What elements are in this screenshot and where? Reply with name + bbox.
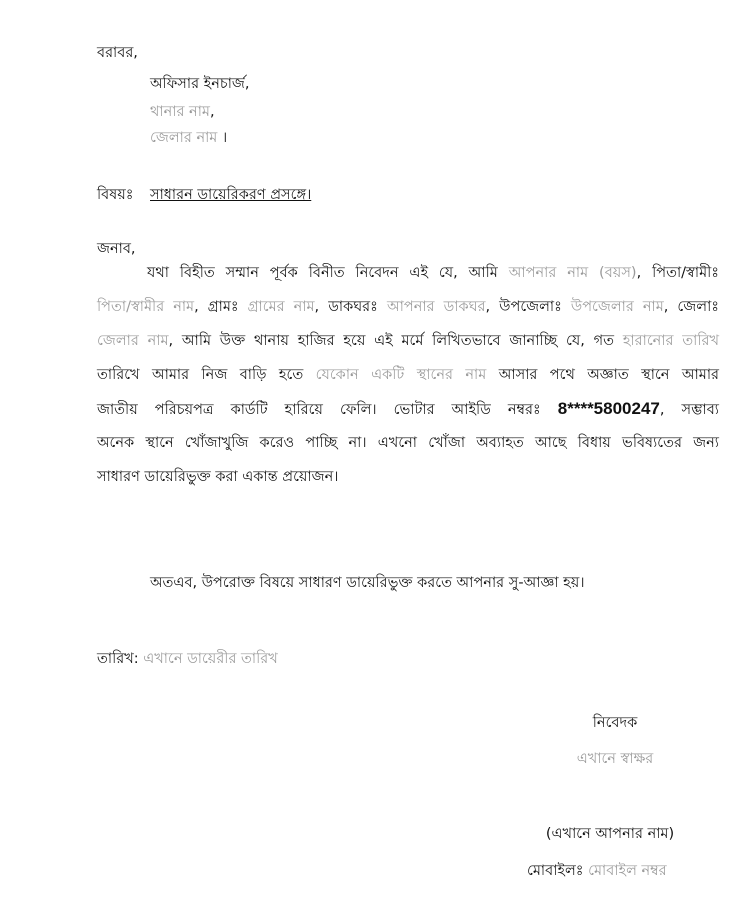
signature-placeholder: এখানে স্বাক্ষর bbox=[576, 751, 654, 767]
signature-title: নিবেদক bbox=[592, 715, 638, 731]
name-age-placeholder: আপনার নাম (বয়স) bbox=[508, 265, 637, 281]
police-station-placeholder: থানার নাম bbox=[150, 104, 210, 120]
upazila-placeholder: উপজেলার নাম bbox=[570, 299, 664, 315]
body-line-1 bbox=[97, 256, 719, 290]
body-text: , গ্রামঃ bbox=[194, 299, 239, 315]
body-paragraph bbox=[97, 256, 719, 494]
salutation-to: বরাবর, bbox=[97, 45, 138, 61]
body-line-2 bbox=[97, 290, 719, 324]
date-placeholder: এখানে ডায়েরীর তারিখ bbox=[143, 651, 278, 667]
greeting: জনাব, bbox=[97, 241, 136, 257]
body-text: , সম্ভাব্য bbox=[659, 402, 720, 418]
subject-text: সাধারন ডায়েরিকরণ প্রসঙ্গে। bbox=[150, 187, 312, 203]
date-line bbox=[97, 648, 278, 672]
body-text: , জেলাঃ bbox=[663, 299, 720, 315]
body-line-4 bbox=[97, 358, 719, 392]
body-line-5 bbox=[97, 392, 719, 426]
district-suffix: । bbox=[217, 130, 228, 146]
district-line bbox=[150, 127, 227, 151]
mobile-label: মোবাইলঃ bbox=[527, 863, 584, 879]
date-label: তারিখ: bbox=[97, 651, 139, 667]
body-text: আসার পথে অজ্ঞাত স্থানে আমার bbox=[498, 367, 720, 383]
police-station-suffix: , bbox=[209, 104, 215, 120]
body-text: , পিতা/স্বামীঃ bbox=[636, 265, 720, 281]
signer-name: (এখানে আপনার নাম) bbox=[545, 826, 675, 842]
mobile-placeholder: মোবাইল নম্বর bbox=[588, 863, 667, 879]
body-text: , উপজেলাঃ bbox=[485, 299, 562, 315]
voter-id-number: 8****5800247 bbox=[557, 399, 660, 418]
recipient: অফিসার ইনচার্জ, bbox=[150, 76, 250, 92]
body-text: তারিখে আমার নিজ বাড়ি হতে bbox=[97, 367, 304, 383]
body-text: জাতীয় পরিচয়পত্র কার্ডটি হারিয়ে ফেলি। ভোটার আইডি নম্বরঃ bbox=[97, 402, 541, 418]
body-line-7: সাধারণ ডায়েরিভুক্ত করা একান্ত প্রয়োজন। bbox=[97, 469, 339, 485]
body-line-3 bbox=[97, 324, 719, 358]
body-line-6: অনেক স্থানে খোঁজাখুজি করেও পাচ্ছি না। এখনো খোঁজা অব্যাহত আছে বিধায় ভবিষ্যতের জন্য bbox=[97, 435, 719, 451]
place-placeholder: যেকোন একটি স্থানের নাম bbox=[315, 367, 487, 383]
request-line: অতএব, উপরোক্ত বিষয়ে সাধারণ ডায়েরিভুক্ত করতে আপনার সু-আজ্ঞা হয়। bbox=[150, 575, 585, 591]
body-text: যথা বিহীত সম্মান পূর্বক বিনীত নিবেদন এই যে, আমি bbox=[147, 265, 498, 281]
district-placeholder: জেলার নাম bbox=[150, 130, 218, 146]
district-name-placeholder: জেলার নাম bbox=[97, 333, 169, 349]
body-text: , ডাকঘরঃ bbox=[314, 299, 378, 315]
post-office-placeholder: আপনার ডাকঘর bbox=[386, 299, 486, 315]
mobile-line bbox=[527, 860, 667, 884]
father-name-placeholder: পিতা/স্বামীর নাম bbox=[97, 299, 195, 315]
lost-date-placeholder: হারানোর তারিখ bbox=[622, 333, 719, 349]
subject-label: বিষয়ঃ bbox=[97, 187, 134, 203]
police-station-line bbox=[150, 101, 215, 125]
body-text: , আমি উক্ত থানায় হাজির হয়ে এই মর্মে লিখিতভাবে জানাচ্ছি যে, গত bbox=[168, 333, 615, 349]
village-placeholder: গ্রামের নাম bbox=[247, 299, 315, 315]
